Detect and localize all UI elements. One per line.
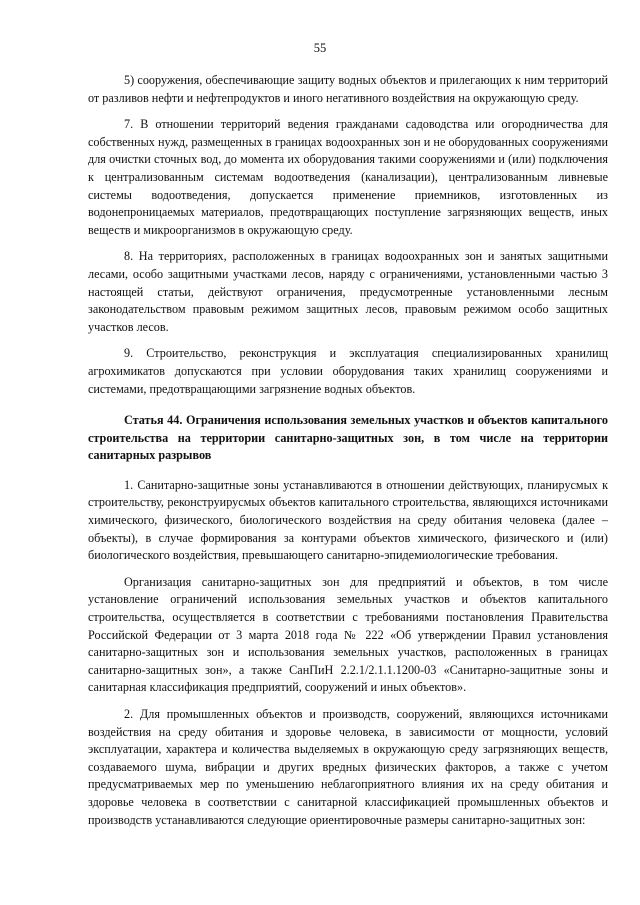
paragraph-7: 7. В отношении территорий ведения гражданами садоводства или огородничества для собственных нужд, размещенных в границах водоохранных зон и не оборудованных сооружениями для очистки сточных вод, до момента их оборудования такими сооружениями и (или) подключения к централизованным системам водоотведения (канализации), централизованным ливневые системы водоотведения, допускается применение приемников, изготовленных из водонепроницаемых материалов, предотвращающих поступление загрязняющих веществ, иных веществ и микроорганизмов в окружающую среду. bbox=[88, 117, 608, 237]
article-44-heading: Статья 44. Ограничения использования земельных участков и объектов капитального строительства на территории санитарно-защитных зон, в том числе на территории санитарных разрывов bbox=[88, 413, 608, 463]
paragraph-1: 1. Санитарно-защитные зоны устанавливаются в отношении действующих, планирусмых к строительству, реконструирусмых объектов капитального строительства, являющихся источниками химического, физического, биологического воздействия на среду обитания человека (далее – объекты), в случае формирования за контурами объектов химического, физического и (или) биологического воздействия, превышающего санитарно-эпидемиологические требования. bbox=[88, 477, 608, 563]
paragraph-9: 9. Строительство, реконструкция и эксплуатация специализированных хранилищ агрохимикатов допускаются при условии оборудования таких хранилищ сооружениями и системами, предотвращающими загрязнение водных объектов. bbox=[88, 346, 608, 396]
page-number: 55 bbox=[313, 41, 327, 55]
page-content bbox=[88, 72, 608, 838]
paragraph-8: 8. На территориях, расположенных в границах водоохранных зон и занятых защитными лесами, особо защитными участками лесов, наряду с ограничениями, установленными частью 3 настоящей статьи, действуют ограничения, предусмотренные установленными лесным законодательством правовым режимом защитных лесов, правовым режимом особо защитных участков лесов. bbox=[88, 249, 608, 334]
paragraph-organization: Организация санитарно-защитных зон для предприятий и объектов, в том числе установление ограничений использования земельных участков и объектов капитального строительства, осуществляется в соответствии с требованиями постановления Правительства Российской Федерации от 3 марта 2018 года № 222 «Об утверждении Правил установления санитарно-защитных зон и использования земельных участков, расположенных в границах санитарно-защитных зон», а также СанПиН 2.2.1/2.1.1.1200-03 «Санитарно-защитные зоны и санитарная классификация предприятий, сооружений и иных объектов». bbox=[88, 574, 608, 695]
paragraph-item-5: 5) сооружения, обеспечивающие защиту водных объектов и прилегающих к ним территорий от разливов нефти и нефтепродуктов и иного негативного воздействия на окружающую среду. bbox=[88, 73, 608, 105]
paragraph-2: 2. Для промышленных объектов и производств, сооружений, являющихся источниками воздействия на среду обитания и здоровье человека, в зависимости от мощности, условий эксплуатации, характера и количества выделяемых в окружающую среду загрязняющих веществ, создаваемого шума, вибрации и других вредных физических факторов, а также с учетом предусматриваемых мер по уменьшению неблагоприятного влияния их на среду обитания и здоровье человека в соответствии с санитарной классификацией промышленных объектов и производств устанавливаются следующие ориентировочные размеры санитарно-защитных зон: bbox=[88, 707, 608, 827]
